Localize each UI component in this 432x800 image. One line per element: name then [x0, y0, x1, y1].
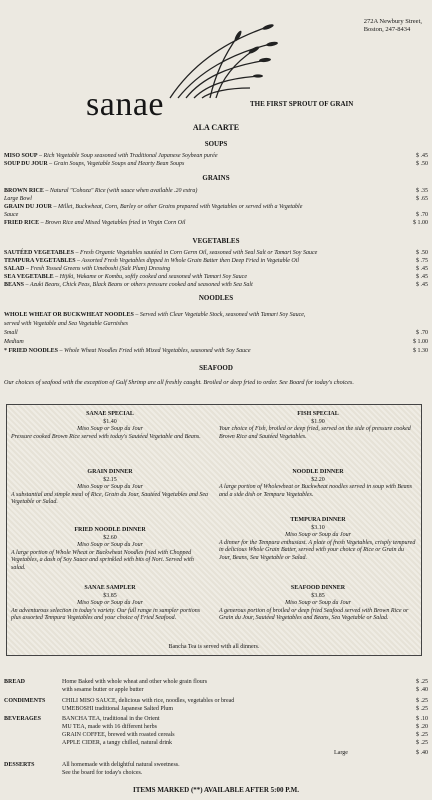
- noodles-item-desc: Small: [4, 330, 18, 336]
- lower-text: GRAIN COFFEE, brewed with roasted cereals: [62, 732, 175, 738]
- vegetables-item-name: SALAD: [4, 266, 25, 272]
- noodles-item-price: $ .70: [416, 330, 428, 336]
- lower-text: MU TEA, made with 16 different herbs: [62, 724, 157, 730]
- bancha-note: Bancha Tea is served with all dinners.: [168, 644, 260, 650]
- dinner-price: $2.60: [103, 534, 117, 541]
- lower-price: $ .25: [416, 732, 428, 738]
- dinner-price: $3.10: [311, 524, 325, 531]
- vegetables-item-price: $ .45: [416, 266, 428, 272]
- dinner-item: [11, 411, 209, 441]
- vegetables-item-text: [4, 274, 247, 281]
- dinner-item: [11, 469, 209, 507]
- dinner-title: TEMPURA DINNER: [290, 517, 346, 523]
- grains-item-name: BROWN RICE: [4, 188, 44, 194]
- lower-price: $ .25: [416, 698, 428, 704]
- grains-item-desc: – Millet, Buckwheat, Corn, Barley or other Grains prepared with Vegetables or served with a Vegetable: [52, 204, 303, 210]
- dinner-soup: Miso Soup or Soup du Jour: [285, 600, 351, 606]
- dinner-price: $1.40: [103, 418, 117, 425]
- dinner-desc: A generous portion of broiled or deep fried Seafood served with Brown Rice or Grain du Jour, Sautéed Vegetables and Beans, Sea Vegetable or Salad.: [219, 607, 409, 621]
- address-line-1: 272A Newbury Street,: [363, 18, 422, 25]
- dinner-price: $1.90: [311, 418, 325, 425]
- lower-text: Home Baked with whole wheat and other whole grain flours: [62, 679, 208, 685]
- grains-item-text: [4, 220, 185, 227]
- dinner-price: $3.85: [311, 592, 325, 599]
- noodles-item-price: $ 1.00: [413, 339, 428, 345]
- lower-text: Large: [334, 750, 348, 756]
- dinner-price: $3.85: [103, 592, 117, 599]
- grains-item-text: [4, 188, 197, 195]
- lower-text: BANCHA TEA, traditional in the Orient: [62, 716, 160, 722]
- soups-item-price: $ .45: [416, 153, 428, 159]
- soups-item-text: [4, 153, 218, 160]
- vegetables-item-price: $ .45: [416, 274, 428, 280]
- noodles-item-desc: – Whole Wheat Noodles Fried with Mixed Vegetables, seasoned with Soy Sauce: [58, 348, 251, 354]
- dinner-item: [11, 585, 209, 623]
- footer-note: ITEMS MARKED (**) AVAILABLE AFTER 5:00 P.M.: [133, 786, 299, 794]
- dinner-item: [219, 585, 417, 623]
- lower-text: CHILI MISO SAUCE, delicious with rice, noodles, vegetables or bread: [62, 698, 235, 704]
- dinner-title: GRAIN DINNER: [87, 469, 133, 475]
- dinner-desc: A large portion of Wholewheat or Buckwheat noodles served in soup with Beans and a side dish or Tempura Vegetables.: [219, 484, 412, 498]
- vegetables-item-desc: – Fresh Organic Vegetables sautéed in Corn Germ Oil, seasoned with Seal Salt or Tamari Soy Sauce: [73, 250, 318, 256]
- lower-category: CONDIMENTS: [4, 698, 46, 704]
- grains-heading: GRAINS: [202, 174, 230, 182]
- noodles-item-text: [4, 339, 24, 346]
- lower-price: $ .40: [416, 750, 428, 756]
- noodles-item-text: [4, 312, 305, 319]
- vegetables-item-price: $ .50: [416, 250, 428, 256]
- dinner-item: [219, 411, 417, 441]
- vegetables-item-name: SAUTÉED VEGETABLES: [4, 250, 74, 256]
- dinner-item: [219, 469, 417, 499]
- grains-item-price: $ .35: [416, 188, 428, 194]
- brand-tagline: THE FIRST SPROUT OF GRAIN: [250, 100, 354, 108]
- vegetables-item-desc: – Assorted Fresh Vegetables dipped in Whole Grain Batter then Deep Fried in Vegetable Oil: [75, 258, 300, 264]
- vegetables-item-desc: – Hijiki, Wakame or Kombu, softly cooked and seasoned with Tamari Soy Sauce: [53, 274, 248, 280]
- seafood-note: Our choices of seafood with the exception of Gulf Shrimp are all freshly caught. Broiled or deep fried to order. See Board for today's choices.: [4, 379, 354, 386]
- soups-item-name: MISO SOUP: [4, 153, 38, 159]
- brand-name: sanae: [86, 86, 165, 123]
- vegetables-item-name: TEMPURA VEGETABLES: [4, 258, 76, 264]
- lower-text: See the board for today's choices.: [62, 770, 143, 776]
- lower-text: with sesame butter or apple butter: [62, 687, 144, 693]
- noodles-item-name: * FRIED NOODLES: [4, 348, 59, 354]
- noodles-item-desc: Medium: [4, 339, 24, 345]
- lower-price: $ .25: [416, 706, 428, 712]
- grains-item-name: GRAIN DU JOUR: [4, 204, 52, 210]
- vegetables-item-name: BEANS: [4, 282, 25, 288]
- dinner-title: NOODLE DINNER: [292, 469, 344, 475]
- grains-item-desc: – Natural "Cohoza" Rice (with sauce when available .20 extra): [43, 188, 198, 194]
- ala-carte-heading: ALA CARTE: [192, 123, 240, 132]
- dinner-desc: A large portion of Whole Wheat or Buckwheat Noodles fried with Chopped Vegetables, a dash of Soy Sauce and sprinkled with bits of Nori. Served with salad.: [11, 549, 194, 571]
- soups-item-price: $ .50: [416, 161, 428, 167]
- grain-sprout-logo: [150, 18, 280, 100]
- grains-item-desc: – Brown Rice and Mixed Vegetables fried in Virgin Corn Oil: [39, 220, 186, 226]
- dinner-desc: Your choice of Fish, broiled or deep fried, served on the side of pressure cooked Brown Rice and Sautéed Vegetables.: [219, 426, 411, 440]
- grains-item-price: $ 1.00: [413, 220, 428, 226]
- dinner-item: [219, 517, 417, 562]
- seafood-heading: SEAFOOD: [199, 364, 233, 372]
- grains-item-desc: Sauce: [4, 212, 19, 218]
- soups-item-desc: – Rich Vegetable Soup seasoned with Traditional Japanese Soybean purée: [37, 153, 218, 159]
- dinner-soup: Miso Soup or Soup du Jour: [77, 600, 143, 606]
- grains-item-text: [4, 212, 18, 219]
- vegetables-item-desc: – Azuki Beans, Chick Peas, Black Beans or others pressure cooked and seasoned with Sea Salt: [24, 282, 253, 288]
- vegetables-item-desc: – Fresh Tossed Greens with Umeboshi (Salt Plum) Dressing: [24, 266, 170, 272]
- vegetables-item-price: $ .75: [416, 258, 428, 264]
- dinner-soup: Miso Soup or Soup du Jour: [77, 484, 143, 490]
- grains-item-text: [4, 204, 302, 211]
- lower-price: $ .25: [416, 740, 428, 746]
- grains-item-price: $ .65: [416, 196, 428, 202]
- grains-item-text: [4, 196, 32, 203]
- soups-heading: SOUPS: [204, 140, 228, 148]
- dinner-title: FISH SPECIAL: [297, 411, 339, 417]
- noodles-item-text: [4, 348, 250, 355]
- vegetables-item-text: [4, 258, 299, 265]
- dinner-title: FRIED NOODLE DINNER: [74, 527, 146, 533]
- lower-text: UMEBOSHI traditional Japanese Salted Plum: [62, 706, 173, 712]
- dinner-item: [11, 527, 209, 572]
- lower-category: BEVERAGES: [4, 716, 42, 722]
- dinner-desc: An adventurous selection in today's variety. Our full range in sampler portions plus assorted Tempura Vegetables and your choice of Fried Seafood.: [11, 607, 201, 621]
- soups-item-text: [4, 161, 184, 168]
- noodles-heading: NOODLES: [198, 294, 234, 302]
- dinners-box: [6, 404, 422, 656]
- lower-price: $ .25: [416, 679, 428, 685]
- dinner-price: $2.20: [311, 476, 325, 483]
- dinner-title: SANAE SAMPLER: [84, 585, 136, 591]
- noodles-item-name: WHOLE WHEAT OR BUCKWHEAT NOODLES: [4, 312, 134, 318]
- lower-category: BREAD: [4, 679, 26, 685]
- address-line-2: Boston, 247-8434: [363, 26, 411, 33]
- vegetables-item-price: $ .45: [416, 282, 428, 288]
- soups-item-desc: – Grain Soups, Vegetable Soups and Hearty Bean Soups: [47, 161, 185, 167]
- grains-item-desc: Large Bowl: [4, 196, 32, 202]
- soups-item-name: SOUP DU JOUR: [4, 161, 48, 167]
- lower-text: All homemade with delightful natural sweetness.: [62, 762, 180, 768]
- vegetables-heading: VEGETABLES: [192, 237, 240, 245]
- lower-price: $ .20: [416, 724, 428, 730]
- dinner-soup: Miso Soup or Soup du Jour: [77, 426, 143, 432]
- lower-price: $ .10: [416, 716, 428, 722]
- noodles-item-text: [4, 330, 18, 337]
- lower-category: DESSERTS: [4, 762, 35, 768]
- vegetables-item-text: [4, 266, 170, 273]
- noodles-item-desc: served with Vegetable and Sea Vegetable Garnishes: [4, 321, 128, 327]
- dinner-desc: A substantial and simple meal of Rice, Grain du Jour, Sautéed Vegetables and Sea Vegetable or Salad.: [11, 491, 209, 505]
- lower-price: $ .40: [416, 687, 428, 693]
- dinner-desc: Pressure cooked Brown Rice served with today's Sautéed Vegetable and Beans.: [11, 433, 201, 440]
- lower-text: APPLE CIDER, a tangy chilled, natural drink: [62, 740, 172, 746]
- dinner-title: SEAFOOD DINNER: [290, 585, 346, 591]
- address: [364, 18, 422, 34]
- vegetables-item-text: [4, 250, 317, 257]
- vegetables-item-name: SEA VEGETABLE: [4, 274, 54, 280]
- vegetables-item-text: [4, 282, 253, 289]
- dinner-soup: Miso Soup or Soup du Jour: [285, 532, 351, 538]
- dinner-soup: Miso Soup or Soup du Jour: [77, 542, 143, 548]
- noodles-item-text: [4, 321, 128, 328]
- noodles-item-price: $ 1.30: [413, 348, 428, 354]
- noodles-item-desc: – Served with Clear Vegetable Stock, seasoned with Tamari Soy Sauce,: [133, 312, 306, 318]
- grains-item-price: $ .70: [416, 212, 428, 218]
- dinner-desc: A dinner for the Tempura enthusiast. A plate of fresh Vegetables, crisply tempured in delicious Whole Grain Batter, served with your choice of Rice or Grain du Jour, Beans, Sea Vegetable or Salad.: [219, 539, 416, 561]
- dinner-price: $2.15: [103, 476, 117, 483]
- dinner-title: SANAE SPECIAL: [86, 411, 134, 417]
- grains-item-name: FRIED RICE: [4, 220, 40, 226]
